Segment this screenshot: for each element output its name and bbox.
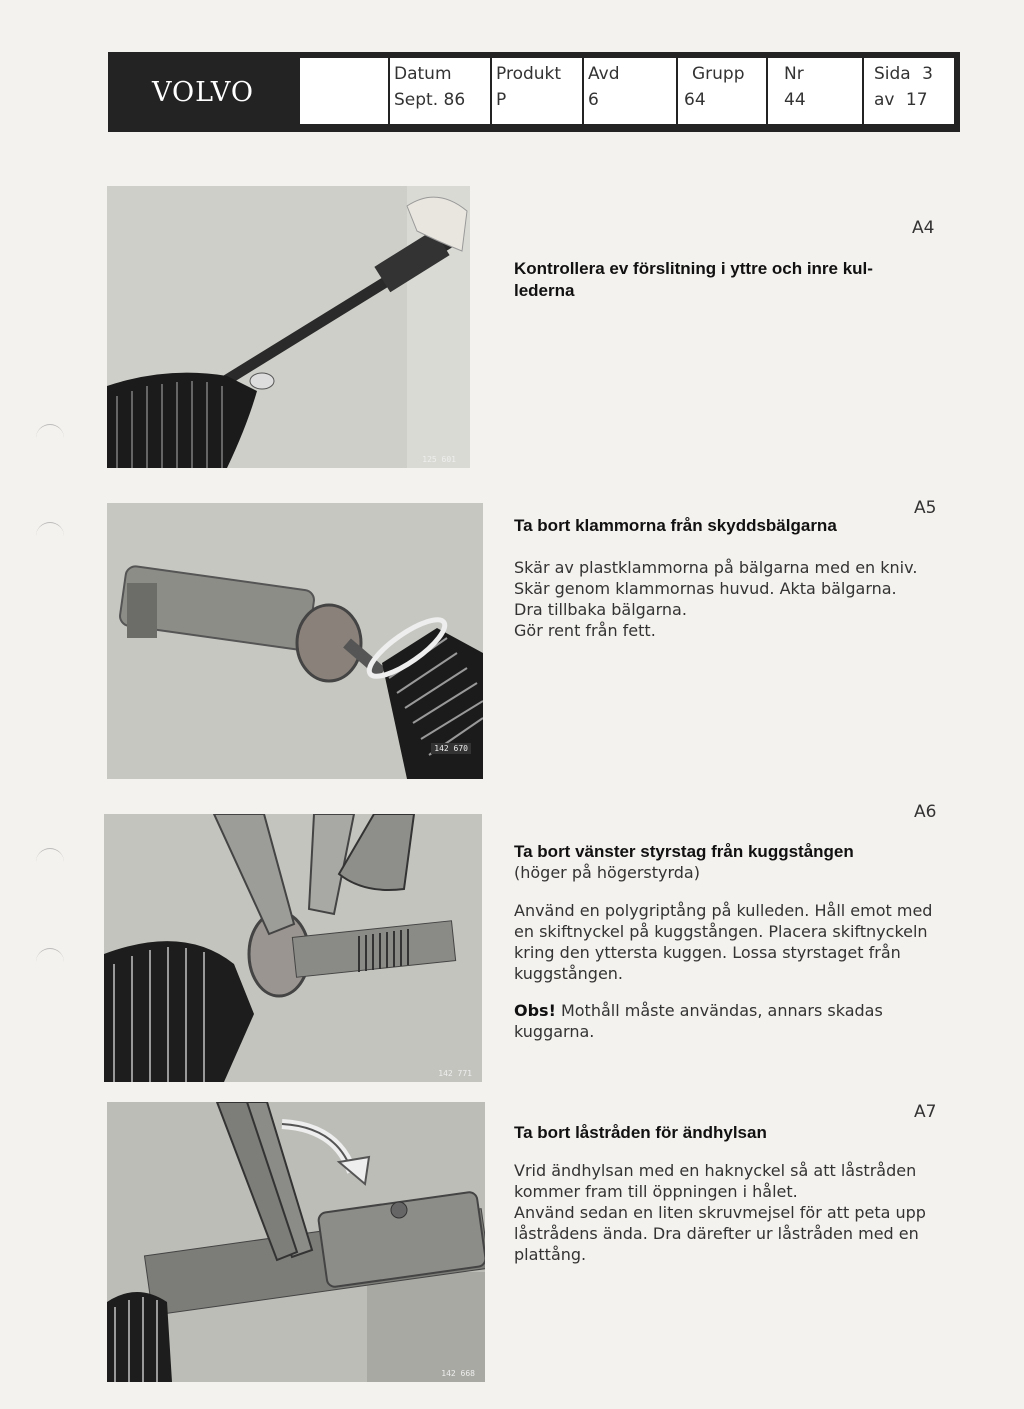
grupp-value: 64 — [684, 90, 706, 110]
step-body: Vrid ändhylsan med en haknyckel så att låstråden kommer fram till öppningen i hålet. Använd sedan en liten skruvmejsel för att peta upp låstrådens ända. Dra därefter ur låstråden med en plattång. — [514, 1161, 926, 1264]
ball-joint-illustration — [107, 186, 470, 468]
nr-label: Nr — [784, 64, 804, 84]
punch-hole-mark — [36, 522, 64, 537]
datum-value: Sept. 86 — [394, 90, 466, 110]
header-avd-cell — [584, 58, 676, 124]
note-label: Obs! — [514, 1001, 556, 1020]
document-header — [108, 52, 960, 132]
produkt-label: Produkt — [496, 64, 562, 84]
av-line — [874, 87, 950, 113]
step-title: Ta bort klammorna från skyddsbälgarna — [514, 516, 837, 535]
av-value: 17 — [905, 90, 928, 110]
photo-number: 125 601 — [422, 455, 456, 464]
step-title: Ta bort låstråden för ändhylsan — [514, 1123, 767, 1142]
step-body: Använd en polygriptång på kulleden. Håll emot med en skiftnyckel på kuggstången. Placera skiftnyckeln kring den yttersta kuggen. Lossa styrstaget från kuggstången. — [514, 901, 933, 983]
tie-rod-illustration — [104, 814, 482, 1082]
photo-number: 142 668 — [441, 1369, 475, 1378]
photo-tie-rod-removal — [104, 814, 482, 1082]
header-blank-cell — [300, 58, 388, 124]
photo-boot-clamps — [107, 503, 483, 779]
step-id: A5 — [914, 498, 937, 518]
av-label: av — [874, 90, 895, 110]
step-id: A6 — [914, 802, 937, 822]
step-note — [514, 1000, 939, 1042]
photo-lock-wire-removal — [107, 1102, 485, 1382]
punch-hole-mark — [36, 848, 64, 863]
header-nr-cell — [768, 58, 862, 124]
header-datum-cell — [390, 58, 490, 124]
photo-ball-joint-check — [107, 186, 470, 468]
sida-line — [874, 61, 950, 87]
note-text: Mothåll måste användas, annars skadas kuggarna. — [514, 1001, 883, 1041]
punch-hole-mark — [36, 948, 64, 963]
avd-label: Avd — [588, 64, 620, 84]
produkt-value: P — [496, 90, 507, 110]
photo-number: 142 771 — [438, 1069, 472, 1078]
photo-number: 142 670 — [431, 743, 471, 754]
grupp-label: Grupp — [692, 64, 745, 84]
step-body: Skär av plastklammorna på bälgarna med en kniv. Skär genom klammornas huvud. Akta bälgarna. Dra tillbaka bälgarna. Gör rent från fett. — [514, 558, 918, 640]
datum-label: Datum — [394, 64, 452, 84]
volvo-logo: VOLVO — [151, 76, 255, 108]
sida-label: Sida — [874, 64, 911, 84]
step-subtitle: (höger på högerstyrda) — [514, 863, 700, 882]
step-title: Ta bort vänster styrstag från kuggstången — [514, 842, 854, 861]
lock-wire-illustration — [107, 1102, 485, 1382]
nr-value: 44 — [784, 90, 806, 110]
boot-clamp-illustration — [107, 503, 483, 779]
header-produkt-cell — [492, 58, 582, 124]
step-title: Kontrollera ev förslitning i yttre och inre kul- lederna — [514, 259, 873, 300]
sida-value: 3 — [922, 64, 933, 84]
header-sida-cell — [864, 58, 954, 124]
punch-hole-mark — [36, 424, 64, 439]
avd-value: 6 — [588, 90, 599, 110]
step-id: A7 — [914, 1102, 937, 1122]
header-grupp-cell — [678, 58, 766, 124]
step-id: A4 — [912, 218, 935, 238]
